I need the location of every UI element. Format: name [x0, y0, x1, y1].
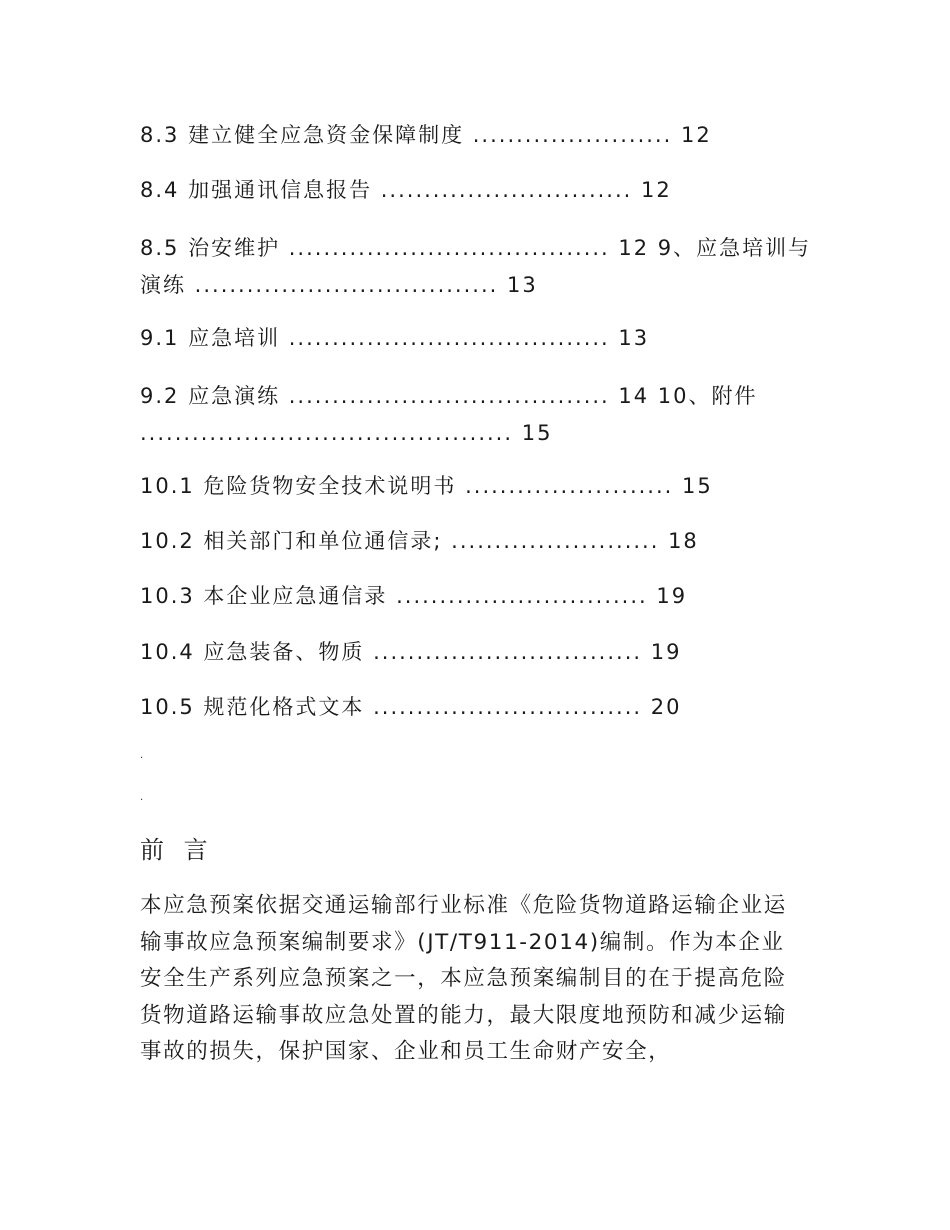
- toc-item-10-4[interactable]: 10.4 应急装备、物质 ............................... 19: [140, 640, 682, 664]
- toc-item-10-1[interactable]: 10.1 危险货物安全技术说明书 ........................ 15: [140, 474, 713, 498]
- toc-item-9-1[interactable]: 9.1 应急培训 ..................................... 13: [140, 326, 650, 350]
- page-dot-mark: .: [140, 750, 144, 761]
- preface-heading: 前 言: [140, 836, 214, 864]
- toc-item-8-4[interactable]: 8.4 加强通讯信息报告 ............................. 12: [140, 178, 672, 202]
- toc-item-10-2[interactable]: 10.2 相关部门和单位通信录; ........................ 18: [140, 529, 699, 553]
- toc-item-10-3[interactable]: 10.3 本企业应急通信录 ............................. 19: [140, 584, 688, 608]
- page-dot-mark: .: [140, 792, 144, 803]
- toc-item-9-2[interactable]: 9.2 应急演练 ..................................... 14 10、附件 ........................................... 15: [140, 384, 758, 445]
- toc-item-10-5[interactable]: 10.5 规范化格式文本 ............................... 20: [140, 695, 682, 719]
- preface-paragraph: 本应急预案依据交通运输部行业标准《危险货物道路运输企业运输事故应急预案编制要求》(JT/T911-2014)编制。作为本企业安全生产系列应急预案之一，本应急预案编制目的在于提高危险货物道路运输事故应急处置的能力，最大限度地预防和减少运输事故的损失，保护国家、企业和员工生命财产安全，: [140, 893, 787, 1064]
- toc-item-8-3[interactable]: 8.3 建立健全应急资金保障制度 ....................... 12: [140, 123, 712, 147]
- toc-item-8-5[interactable]: 8.5 治安维护 ..................................... 12 9、应急培训与演练 ................................... 13: [140, 236, 812, 297]
